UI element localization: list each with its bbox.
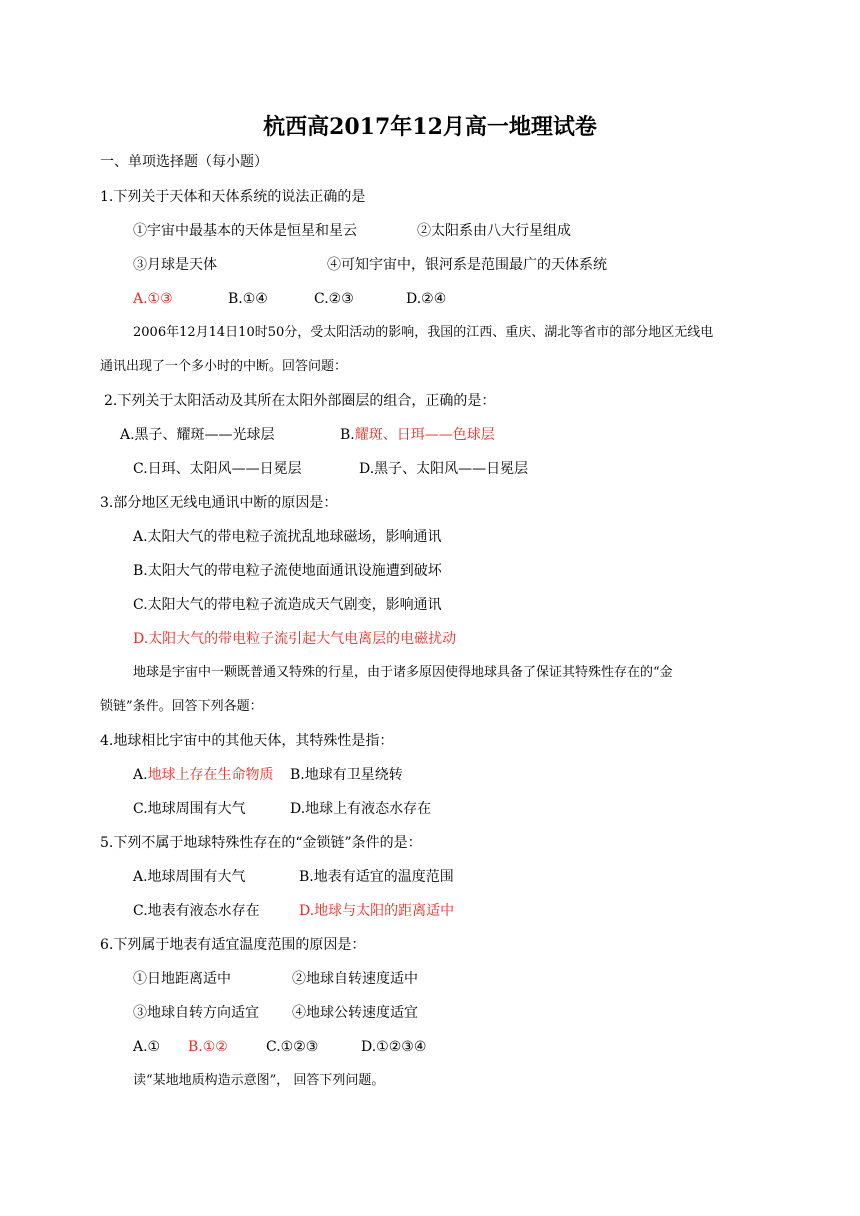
section-heading: 一、单项选择题（每小题） — [100, 154, 268, 170]
q3-option-c: C.太阳大气的带电粒子流造成天气剧变，影响通讯 — [133, 597, 442, 613]
page-title: 杭西高2017年12月高一地理试卷 — [263, 114, 597, 140]
q6-statement-2: ②地球自转速度适中 — [292, 971, 418, 987]
q4-stem: 4.地球相比宇宙中的其他天体，其特殊性是指： — [100, 733, 394, 749]
q3-stem: 3.部分地区无线电通讯中断的原因是： — [100, 495, 338, 511]
q1-option-d: D.②④ — [406, 291, 447, 307]
q6-option-c: C.①②③ — [266, 1039, 319, 1055]
q2-option-b-prefix: B. — [340, 427, 355, 443]
q2-option-b-text: 耀斑、日珥——色球层 — [354, 427, 495, 443]
q3-option-d-answer: D.太阳大气的带电粒子流引起大气电离层的电磁扰动 — [133, 631, 457, 647]
q1-stem: 1.下列关于天体和天体系统的说法正确的是 — [100, 189, 366, 205]
q6-statement-1: ①日地距离适中 — [133, 971, 231, 987]
q1-option-a-answer: A.①③ — [133, 291, 173, 307]
q2-option-b-answer — [340, 425, 495, 445]
q5-option-c: C.地表有液态水存在 — [133, 903, 260, 919]
q6-option-a: A.① — [133, 1039, 161, 1055]
q4-option-b: B.地球有卫星绕转 — [290, 767, 403, 783]
q6-statement-4: ④地球公转速度适宜 — [292, 1005, 418, 1021]
q5-option-d-answer: D.地球与太阳的距离适中 — [299, 903, 455, 919]
q4-option-d: D.地球上有液态水存在 — [290, 801, 432, 817]
q2-option-c: C.日珥、太阳风——日冕层 — [133, 461, 302, 477]
q1-option-c: C.②③ — [314, 291, 354, 307]
q6-statement-3: ③地球自转方向适宜 — [133, 1005, 259, 1021]
q4-option-a-prefix: A. — [133, 767, 148, 783]
passage-1-line-2: 通讯出现了一个多小时的中断。回答问题： — [100, 359, 348, 374]
q4-option-a-answer — [133, 765, 274, 785]
q4-option-c: C.地球周围有大气 — [133, 801, 246, 817]
passage-2-line-1: 地球是宇宙中一颗既普通又特殊的行星，由于诸多原因使得地球具备了保证其特殊性存在的“金 — [133, 665, 673, 680]
q3-option-a: A.太阳大气的带电粒子流扰乱地球磁场，影响通讯 — [133, 529, 442, 545]
passage-1-line-1: 2006年12月14日10时50分，受太阳活动的影响，我国的江西、重庆、湖北等省市的部分地区无线电 — [133, 325, 714, 340]
q1-statement-3: ③月球是天体 — [133, 257, 217, 273]
q6-option-d: D.①②③④ — [361, 1039, 427, 1055]
q2-stem: 2.下列关于太阳活动及其所在太阳外部圈层的组合，正确的是： — [104, 393, 496, 409]
q6-stem: 6.下列属于地表有适宜温度范围的原因是： — [100, 937, 366, 953]
q1-statement-1: ①宇宙中最基本的天体是恒星和星云 — [133, 223, 357, 239]
q2-option-d: D.黑子、太阳风——日冕层 — [359, 461, 529, 477]
q1-statement-2: ②太阳系由八大行星组成 — [417, 223, 571, 239]
q1-statement-4: ④可知宇宙中，银河系是范围最广的天体系统 — [327, 257, 607, 273]
q2-option-a: A.黑子、耀斑——光球层 — [120, 427, 275, 443]
q5-option-b: B.地表有适宜的温度范围 — [299, 869, 454, 885]
q4-option-a-text: 地球上存在生命物质 — [147, 767, 274, 783]
q6-option-b-answer: B.①② — [188, 1039, 228, 1055]
q5-option-a: A.地球周围有大气 — [133, 869, 246, 885]
q5-stem: 5.下列不属于地球特殊性存在的“金锁链”条件的是： — [100, 835, 422, 851]
passage-2-line-2: 锁链”条件。回答下列各题： — [100, 699, 263, 714]
q1-option-b: B.①④ — [228, 291, 268, 307]
passage-3: 读“某地地质构造示意图”， 回答下列问题。 — [133, 1073, 385, 1088]
q3-option-b: B.太阳大气的带电粒子流使地面通讯设施遭到破坏 — [133, 563, 442, 579]
